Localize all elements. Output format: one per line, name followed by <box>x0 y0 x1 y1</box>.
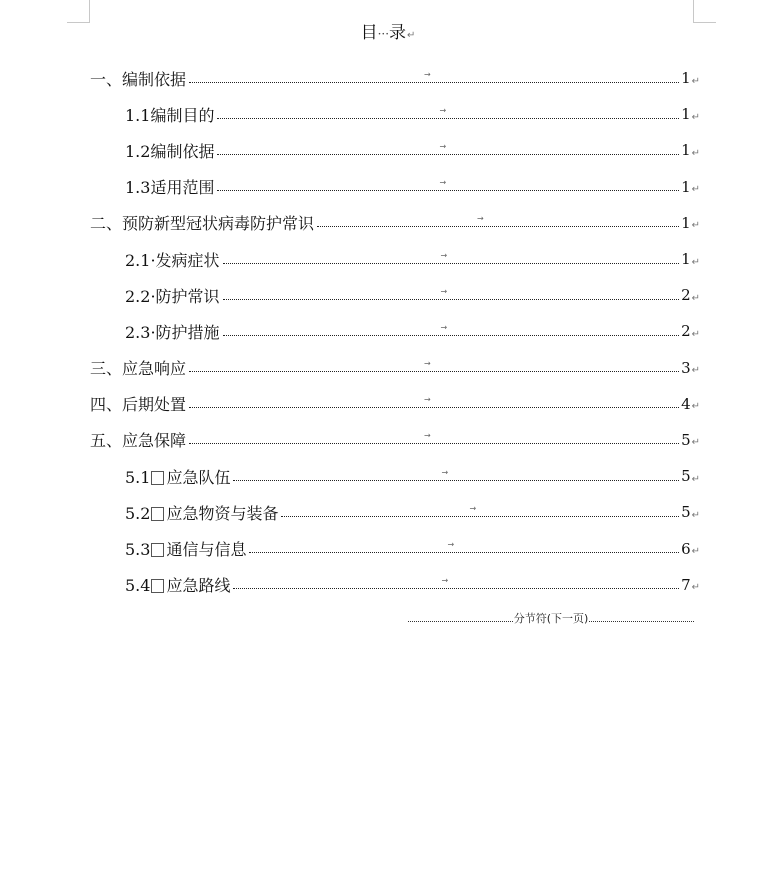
missing-glyph-box-icon <box>151 471 164 485</box>
tab-arrow-icon: → <box>441 576 449 586</box>
paragraph-mark-icon: ↵ <box>691 256 700 268</box>
paragraph-mark-icon: ↵ <box>691 147 700 159</box>
missing-glyph-box-icon <box>151 507 164 521</box>
toc-dot-leader <box>189 69 679 83</box>
toc-page-number: 1 <box>681 141 691 160</box>
tab-arrow-icon: → <box>440 322 448 332</box>
toc-entry-title: 通信与信息 <box>166 540 247 560</box>
toc-dot-leader <box>281 503 679 517</box>
paragraph-mark-icon: ↵ <box>691 437 700 449</box>
paragraph-mark-icon: ↵ <box>691 220 700 232</box>
toc-entry-text: 四、后期处置 <box>90 395 187 415</box>
toc-entry-text: 五、应急保障 <box>90 431 187 451</box>
toc-dot-leader <box>217 105 679 119</box>
toc-dot-leader <box>189 359 679 372</box>
toc-dot-leader <box>189 431 679 444</box>
tab-arrow-icon: → <box>441 467 449 477</box>
toc-page-number: 1 <box>681 69 691 88</box>
toc-title-right: 录 <box>389 23 407 43</box>
toc-entry-number: 5.3 <box>125 540 151 560</box>
toc-entry-text: 三、应急响应 <box>90 359 187 379</box>
page-corner-mark-top-left <box>67 0 90 23</box>
toc-entry[interactable] <box>90 96 700 132</box>
toc-dot-leader <box>217 178 679 191</box>
toc-entry-text <box>125 465 230 488</box>
toc-entry[interactable] <box>90 567 700 603</box>
toc-entry[interactable] <box>90 313 700 349</box>
toc-entry-title: 应急路线 <box>166 576 231 596</box>
toc-entry-text <box>125 573 230 596</box>
toc-entry-text <box>125 537 246 560</box>
toc-page-number: 6 <box>681 539 691 558</box>
toc-entry[interactable] <box>90 241 700 277</box>
toc-title-space-dots: ··· <box>377 27 390 41</box>
toc-page-number: 5 <box>681 503 691 522</box>
toc-entry[interactable] <box>90 205 700 241</box>
section-break-marker <box>408 611 694 625</box>
toc-page-number: 4 <box>681 394 691 413</box>
toc-entry[interactable] <box>90 132 700 168</box>
toc-dot-leader <box>217 141 679 155</box>
toc-entry[interactable] <box>90 350 700 386</box>
paragraph-mark-icon: ↵ <box>691 509 700 521</box>
toc-page-number: 2 <box>681 286 691 305</box>
section-break-label: 分节符(下一页) <box>513 612 589 625</box>
toc-page-number: 1 <box>681 213 691 232</box>
toc-page-number: 5 <box>681 430 691 449</box>
toc-title <box>0 22 776 47</box>
toc-dot-leader <box>189 395 679 408</box>
toc-dot-leader <box>223 286 680 300</box>
paragraph-mark-icon: ↵ <box>691 292 700 304</box>
tab-arrow-icon: → <box>439 178 447 188</box>
paragraph-mark-icon: ↵ <box>691 473 700 485</box>
toc-entry-number: 5.2 <box>125 503 151 523</box>
toc-entry-text: 2.2·防护常识 <box>125 286 220 306</box>
toc-entry-title: 应急物资与装备 <box>166 503 279 523</box>
toc-page-number: 2 <box>681 322 691 341</box>
toc-page-number: 7 <box>681 575 691 594</box>
paragraph-mark-icon: ↵ <box>691 184 700 196</box>
toc-entry-text: 2.1·发病症状 <box>125 250 220 270</box>
toc-dot-leader <box>223 250 680 264</box>
paragraph-mark-icon: ↵ <box>691 365 700 377</box>
toc-entry-text: 二、预防新型冠状病毒防护常识 <box>90 214 315 234</box>
toc-page-number: 1 <box>681 250 691 269</box>
toc-dot-leader <box>317 214 679 227</box>
tab-arrow-icon: → <box>440 250 448 260</box>
toc-entry-text: 1.3适用范围 <box>125 178 215 198</box>
tab-arrow-icon: → <box>439 105 447 115</box>
tab-arrow-icon: → <box>469 503 477 513</box>
paragraph-mark-icon: ↵ <box>691 582 700 594</box>
toc-entry[interactable] <box>90 60 700 96</box>
toc-dot-leader <box>233 576 679 589</box>
toc-entry-text: 2.3·防护措施 <box>125 322 220 342</box>
toc-entry[interactable] <box>90 458 700 494</box>
toc-page-number: 5 <box>681 467 691 486</box>
toc-entry-number: 5.4 <box>125 576 151 596</box>
paragraph-mark-icon: ↵ <box>691 111 700 123</box>
toc-page-number: 3 <box>681 358 691 377</box>
paragraph-mark-icon: ↵ <box>691 328 700 340</box>
missing-glyph-box-icon <box>151 579 164 593</box>
toc-entry-title: 应急队伍 <box>166 467 231 487</box>
tab-arrow-icon: → <box>424 69 431 79</box>
paragraph-mark-icon: ↵ <box>407 30 416 41</box>
toc-title-left: 目 <box>360 23 378 43</box>
missing-glyph-box-icon <box>151 543 164 557</box>
paragraph-mark-icon: ↵ <box>691 75 700 87</box>
toc-entry-text: 1.1编制目的 <box>125 105 215 125</box>
tab-arrow-icon: → <box>439 141 447 151</box>
toc-entry[interactable] <box>90 386 700 422</box>
tab-arrow-icon: → <box>424 359 431 369</box>
page-corner-mark-top-right <box>693 0 716 23</box>
section-break-line-right <box>589 621 694 622</box>
toc-list <box>90 60 700 603</box>
tab-arrow-icon: → <box>424 431 431 441</box>
toc-entry[interactable] <box>90 169 700 205</box>
toc-entry[interactable] <box>90 530 700 566</box>
tab-arrow-icon: → <box>440 286 448 296</box>
toc-entry[interactable] <box>90 494 700 530</box>
section-break-line-left <box>408 621 513 622</box>
toc-page-number: 1 <box>681 177 691 196</box>
toc-dot-leader <box>223 322 680 336</box>
toc-dot-leader <box>233 467 679 481</box>
tab-arrow-icon: → <box>424 395 431 405</box>
tab-arrow-icon: → <box>447 540 455 550</box>
paragraph-mark-icon: ↵ <box>691 401 700 413</box>
toc-entry-text: 一、编制依据 <box>90 69 187 89</box>
toc-page-number: 1 <box>681 105 691 124</box>
toc-entry-text <box>125 501 278 524</box>
tab-arrow-icon: → <box>477 214 484 224</box>
toc-entry[interactable] <box>90 422 700 458</box>
toc-entry[interactable] <box>90 277 700 313</box>
toc-entry-number: 5.1 <box>125 467 151 487</box>
toc-dot-leader <box>249 540 679 553</box>
paragraph-mark-icon: ↵ <box>691 546 700 558</box>
toc-entry-text: 1.2编制依据 <box>125 141 215 161</box>
